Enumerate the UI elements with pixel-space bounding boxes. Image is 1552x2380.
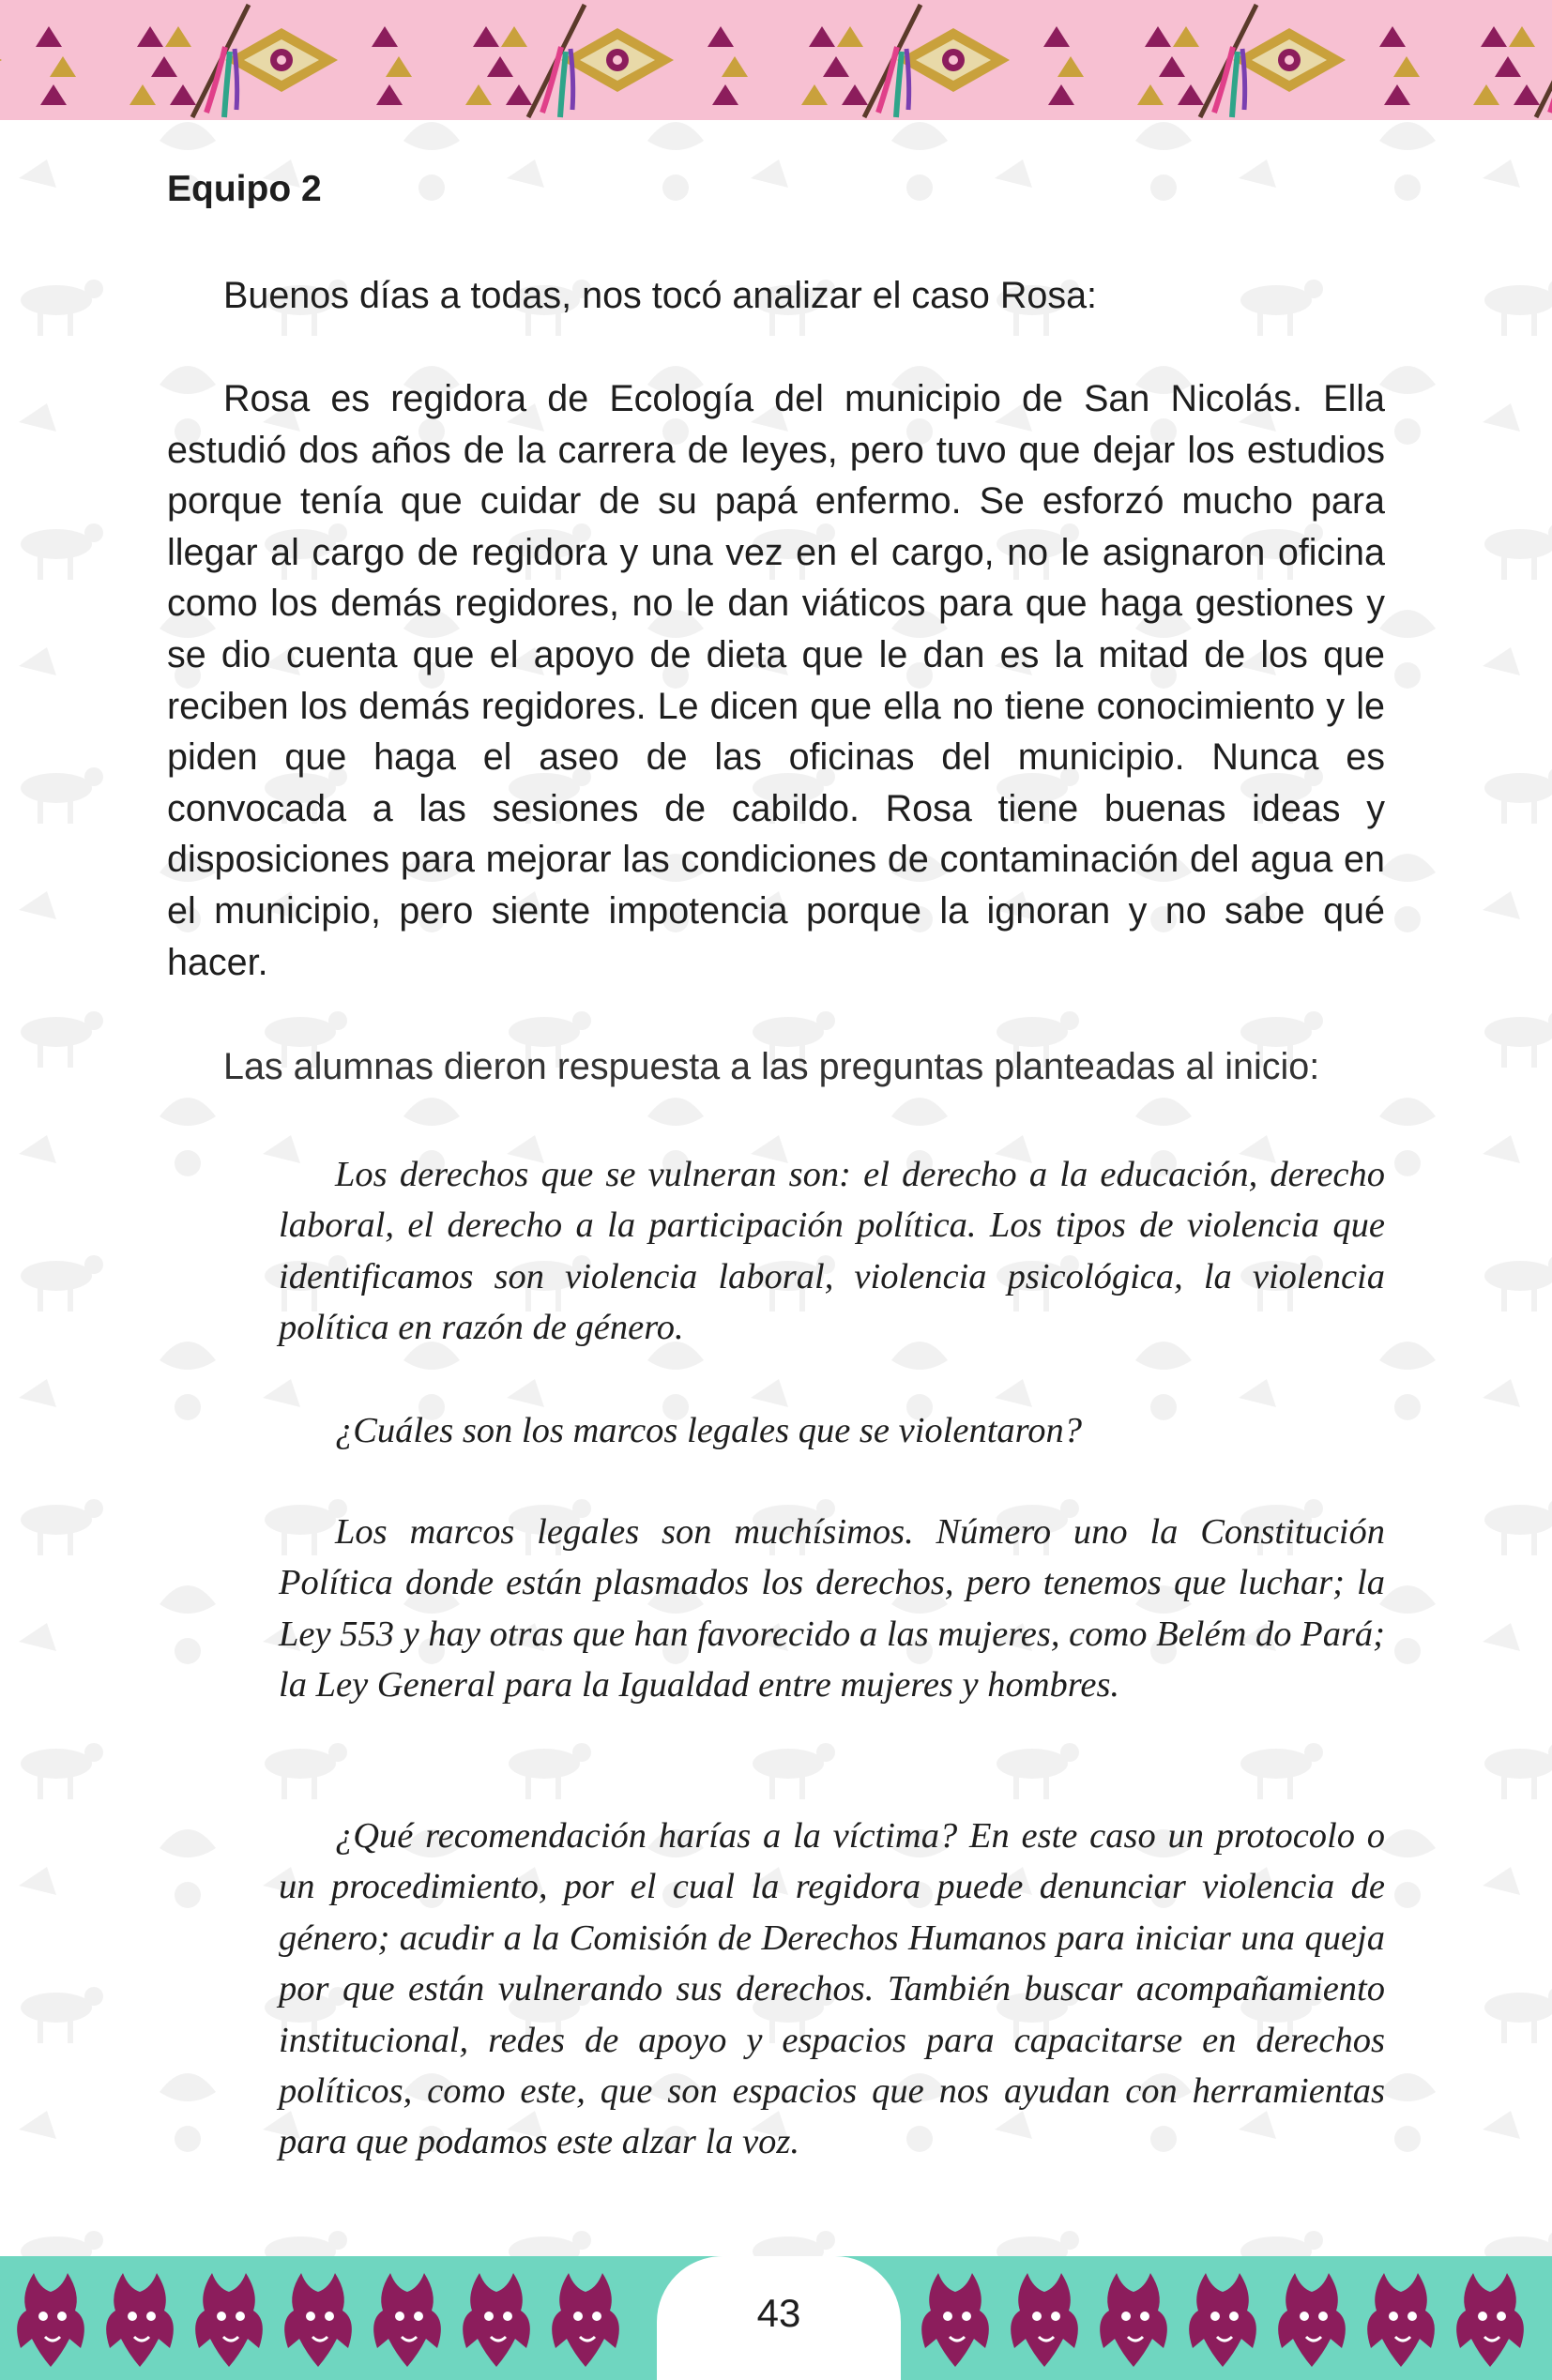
triangle-motif-icon (0, 26, 76, 105)
mask-figure-icon (921, 2273, 989, 2367)
mask-figure-icon (463, 2273, 530, 2367)
mask-figure-icon (1278, 2273, 1346, 2367)
rights-answer: Los derechos que se vulneran son: el derecho a la educación, derecho laboral, el derecho a la participación política. Los tipos de violencia que identificamos son violencia laboral, violencia psicológica, la violencia política en razón de género. (279, 1155, 1385, 1348)
diamond-motif-icon (1233, 28, 1346, 92)
legal-answer: Los marcos legales son muchísimos. Número uno la Constitución Política donde están plasmados los derechos, pero tenemos que luchar; la Ley 553 y hay otras que han favorecido a las mujeres, como Belém do Pará; la Ley General para la Igualdad entre mujeres y hombres. (279, 1512, 1385, 1705)
intro-paragraph: Buenos días a todas, nos tocó analizar el caso Rosa: (223, 275, 1098, 316)
mask-figure-icon (1367, 2273, 1435, 2367)
mask-figure-icon (106, 2273, 174, 2367)
page-number: 43 (756, 2291, 801, 2335)
answers-intro-paragraph: Las alumnas dieron respuesta a las preguntas planteadas al inicio: (223, 1046, 1320, 1087)
diamond-motif-icon (225, 28, 338, 92)
mask-figure-icon (1189, 2273, 1256, 2367)
diamond-motif-icon (0, 28, 2, 92)
top-decorative-band (0, 0, 1552, 120)
legal-question: ¿Cuáles son los marcos legales que se violentaron? (335, 1411, 1082, 1450)
mask-figure-icon (284, 2273, 352, 2367)
mask-figure-icon (1456, 2273, 1524, 2367)
section-heading: Equipo 2 (167, 169, 322, 209)
mask-figure-icon (1011, 2273, 1078, 2367)
diamond-motif-icon (897, 28, 1010, 92)
mask-figure-icon (373, 2273, 441, 2367)
mask-figure-icon (195, 2273, 263, 2367)
recommendation-answer: ¿Qué recomendación harías a la víctima? En este caso un protocolo o un procedimiento, por el cual la regidora puede denunciar violencia de género; acudir a la Comisión de Derechos Humanos para iniciar una queja por que están vulnerando sus derechos. También buscar acompañamiento institucional, redes de apoyo y espacios para capacitarse en derechos políticos, como este, que son espacios que nos ayudan con herramientas para que podamos este alzar la voz. (279, 1816, 1385, 2162)
mask-figure-icon (17, 2273, 84, 2367)
mask-figure-icon (552, 2273, 619, 2367)
arrow-feather-icon (1536, 5, 1552, 117)
diamond-motif-icon (561, 28, 674, 92)
page-number-tab (657, 2256, 901, 2380)
triangle-motif-icon (1473, 26, 1552, 105)
mask-figure-icon (1100, 2273, 1167, 2367)
case-paragraph: Rosa es regidora de Ecología del municipio de San Nicolás. Ella estudió dos años de la carrera de leyes, pero tuvo que dejar los estudios porque tenía que cuidar de su papá enfermo. Se esforzó mucho para llegar al cargo de regidora y una vez en el cargo, no le asignaron oficina como los demás regidores, no le dan viáticos para que haga gestiones y se dio cuenta que el apoyo de dieta que le dan es la mitad de los que reciben los demás regidores. Le dicen que ella no tiene conocimiento y le piden que haga el aseo de las oficinas del municipio. Nunca es convocada a las sesiones de cabildo. Rosa tiene buenas ideas y disposiciones para mejorar las condiciones de contaminación del agua en el municipio, pero siente impotencia porque la ignoran y no sabe qué hacer. (167, 378, 1385, 983)
